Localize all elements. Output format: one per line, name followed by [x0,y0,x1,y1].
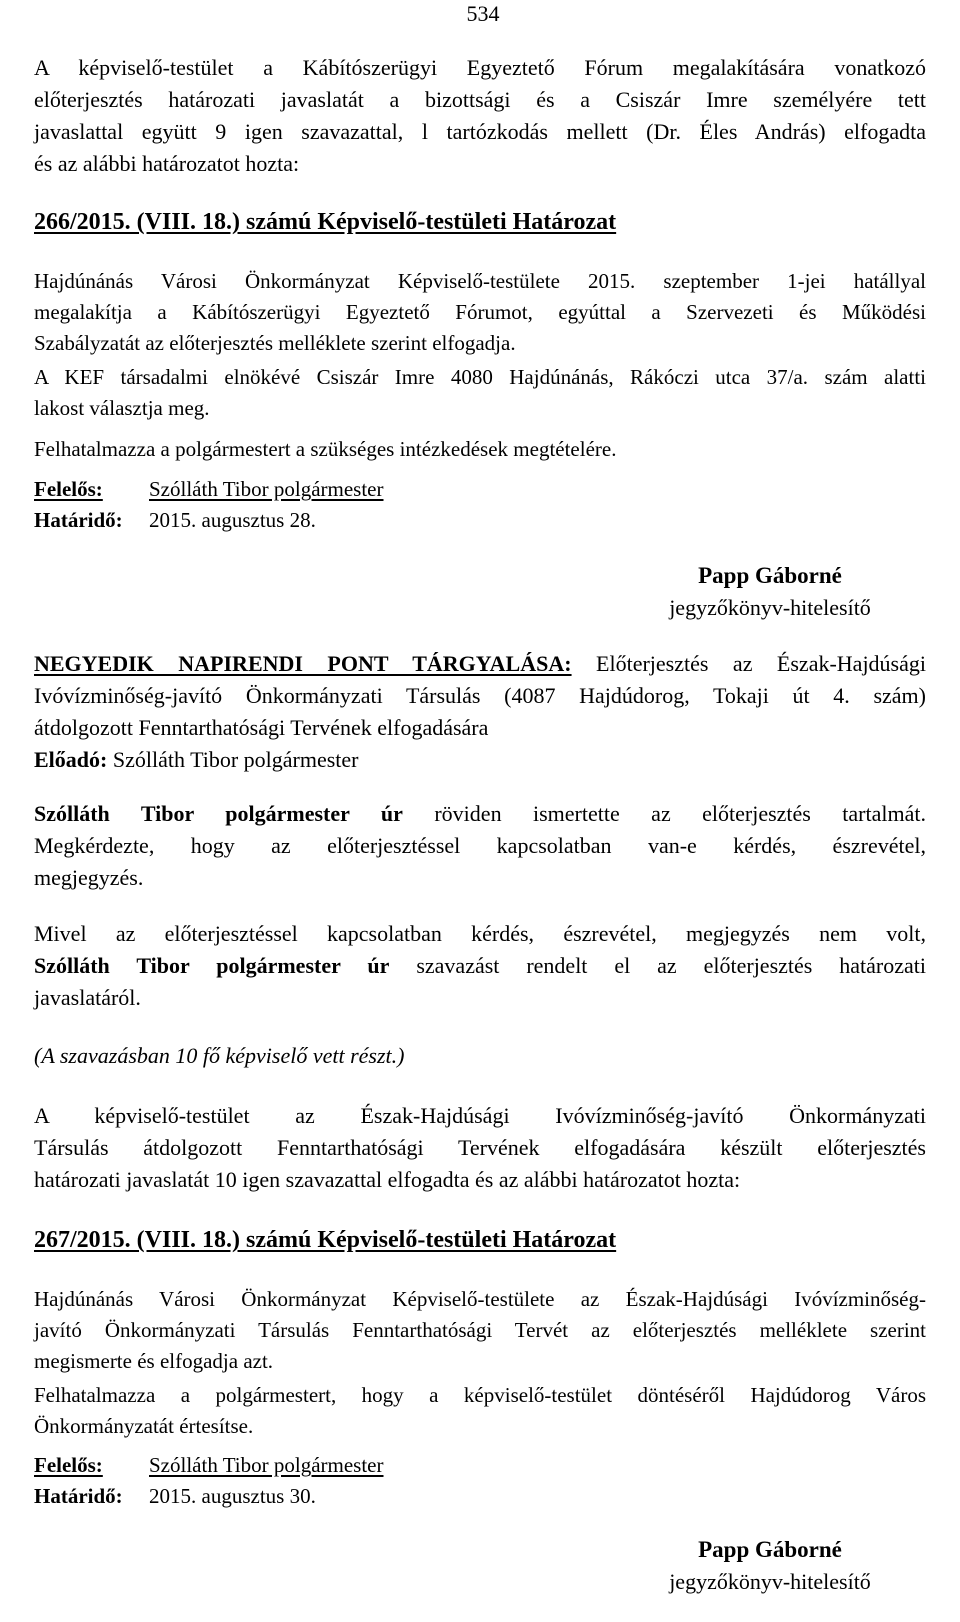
resolution-1-title-block [34,206,926,238]
resolution-2-authorization [34,1380,926,1442]
discussion-text: röviden ismertette az előterjesztés tartalmát. [434,801,926,826]
discussion-paragraph-1 [34,798,926,894]
intro-line: és az alábbi határozatot hozta: [34,151,300,176]
resolution-2-line: javító Önkormányzati Társulás Fenntarthatósági Tervét az előterjesztés melléklete szerint [34,1318,926,1342]
discussion-text: szavazást rendelt el az előterjesztés határozati [416,953,926,978]
discussion-line: határozati javaslatát 10 igen szavazattal elfogadta és az alábbi határozatot hozta: [34,1167,741,1192]
resolution-1-responsible [34,474,926,536]
agenda-title-line: átdolgozott Fenntarthatósági Tervének elfogadására [34,715,489,740]
agenda-heading: NEGYEDIK NAPIRENDI PONT TÁRGYALÁSA: [34,651,572,676]
resolution-1-title: 266/2015. (VIII. 18.) számú Képviselő-testületi Határozat [34,209,617,235]
signer-2 [640,1534,900,1598]
discussion-line: javaslatáról. [34,985,141,1010]
deadline-value: 2015. augusztus 30. [149,1484,316,1508]
resolution-2-line: Önkormányzatát értesítse. [34,1414,254,1438]
responsible-label: Felelős: [34,477,103,501]
agenda-title-line: Ivóvízminőség-javító Önkormányzati Társulás (4087 Hajdúdorog, Tokaji út 4. szám) [34,683,926,708]
resolution-1-authorization [34,434,926,466]
discussion-paragraph-2 [34,918,926,1014]
intro-line: A képviselő-testület a Kábítószerügyi Egyeztető Fórum megalakítására vonatkozó [34,55,926,80]
resolution-1-line: Szabályzatát az előterjesztés melléklete szerint elfogadja. [34,331,516,355]
resolution-1-line: lakost választja meg. [34,396,210,420]
signer-name: Papp Gáborné [698,563,842,588]
responsible-label: Felelős: [34,1453,103,1477]
page-number: 534 [466,1,500,26]
discussion-line: Mivel az előterjesztéssel kapcsolatban kérdés, észrevétel, megjegyzés nem volt, [34,921,926,946]
speaker-name: Szólláth Tibor polgármester úr [34,801,403,826]
agenda-4 [34,648,926,776]
speaker-name: Szólláth Tibor polgármester úr [34,953,390,978]
vote-note-block [34,1040,926,1072]
vote-note: (A szavazásban 10 fő képviselő vett részt.) [34,1043,405,1068]
resolution-2-line: Hajdúnánás Városi Önkormányzat Képviselő-testülete az Észak-Hajdúsági Ivóvízminőség- [34,1287,926,1311]
presenter-value: Szólláth Tibor polgármester [112,747,359,772]
resolution-1-line: Hajdúnánás Városi Önkormányzat Képviselő-testülete 2015. szeptember 1-jei hatállyal [34,269,926,293]
responsible-value: Szólláth Tibor polgármester [149,477,384,501]
resolution-2-body [34,1284,926,1377]
deadline-label: Határidő: [34,1484,123,1508]
resolution-1-line: A KEF társadalmi elnökévé Csiszár Imre 4080 Hajdúnánás, Rákóczi utca 37/a. szám alatti [34,365,926,389]
resolution-2-title: 267/2015. (VIII. 18.) számú Képviselő-testületi Határozat [34,1227,617,1253]
discussion-line: Megkérdezte, hogy az előterjesztéssel kapcsolatban van-e kérdés, észrevétel, [34,833,926,858]
resolution-2-title-block [34,1224,926,1256]
signer-1 [640,560,900,624]
resolution-2-line: Felhatalmazza a polgármestert, hogy a képviselő-testület döntéséről Hajdúdorog Város [34,1383,926,1407]
intro-paragraph [34,52,926,180]
resolution-2-line: megismerte és elfogadja azt. [34,1349,274,1373]
signer-role: jegyzőkönyv-hitelesítő [669,1569,871,1594]
discussion-paragraph-3 [34,1100,926,1196]
resolution-1-chair [34,362,926,424]
agenda-title-start: Előterjesztés az Észak-Hajdúsági [596,651,926,676]
discussion-line: A képviselő-testület az Észak-Hajdúsági Ivóvízminőség-javító Önkormányzati [34,1103,926,1128]
signer-name: Papp Gáborné [698,1537,842,1562]
intro-line: javaslattal együtt 9 igen szavazattal, l tartózkodás mellett (Dr. Éles András) elfogadta [34,119,926,144]
signer-role: jegyzőkönyv-hitelesítő [669,595,871,620]
presenter-label: Előadó: [34,747,108,772]
resolution-2-responsible [34,1450,926,1512]
intro-line: előterjesztés határozati javaslatát a bizottsági és a Csiszár Imre személyére tett [34,87,926,112]
resolution-1-line: Felhatalmazza a polgármestert a szükséges intézkedések megtételére. [34,437,617,461]
discussion-line: megjegyzés. [34,865,144,890]
resolution-1-body [34,266,926,359]
responsible-value: Szólláth Tibor polgármester [149,1453,384,1477]
deadline-value: 2015. augusztus 28. [149,508,316,532]
deadline-label: Határidő: [34,508,123,532]
discussion-line: Társulás átdolgozott Fenntarthatósági Tervének elfogadására készült előterjesztés [34,1135,926,1160]
resolution-1-line: megalakítja a Kábítószerügyi Egyeztető Fórumot, egyúttal a Szervezeti és Működési [34,300,926,324]
